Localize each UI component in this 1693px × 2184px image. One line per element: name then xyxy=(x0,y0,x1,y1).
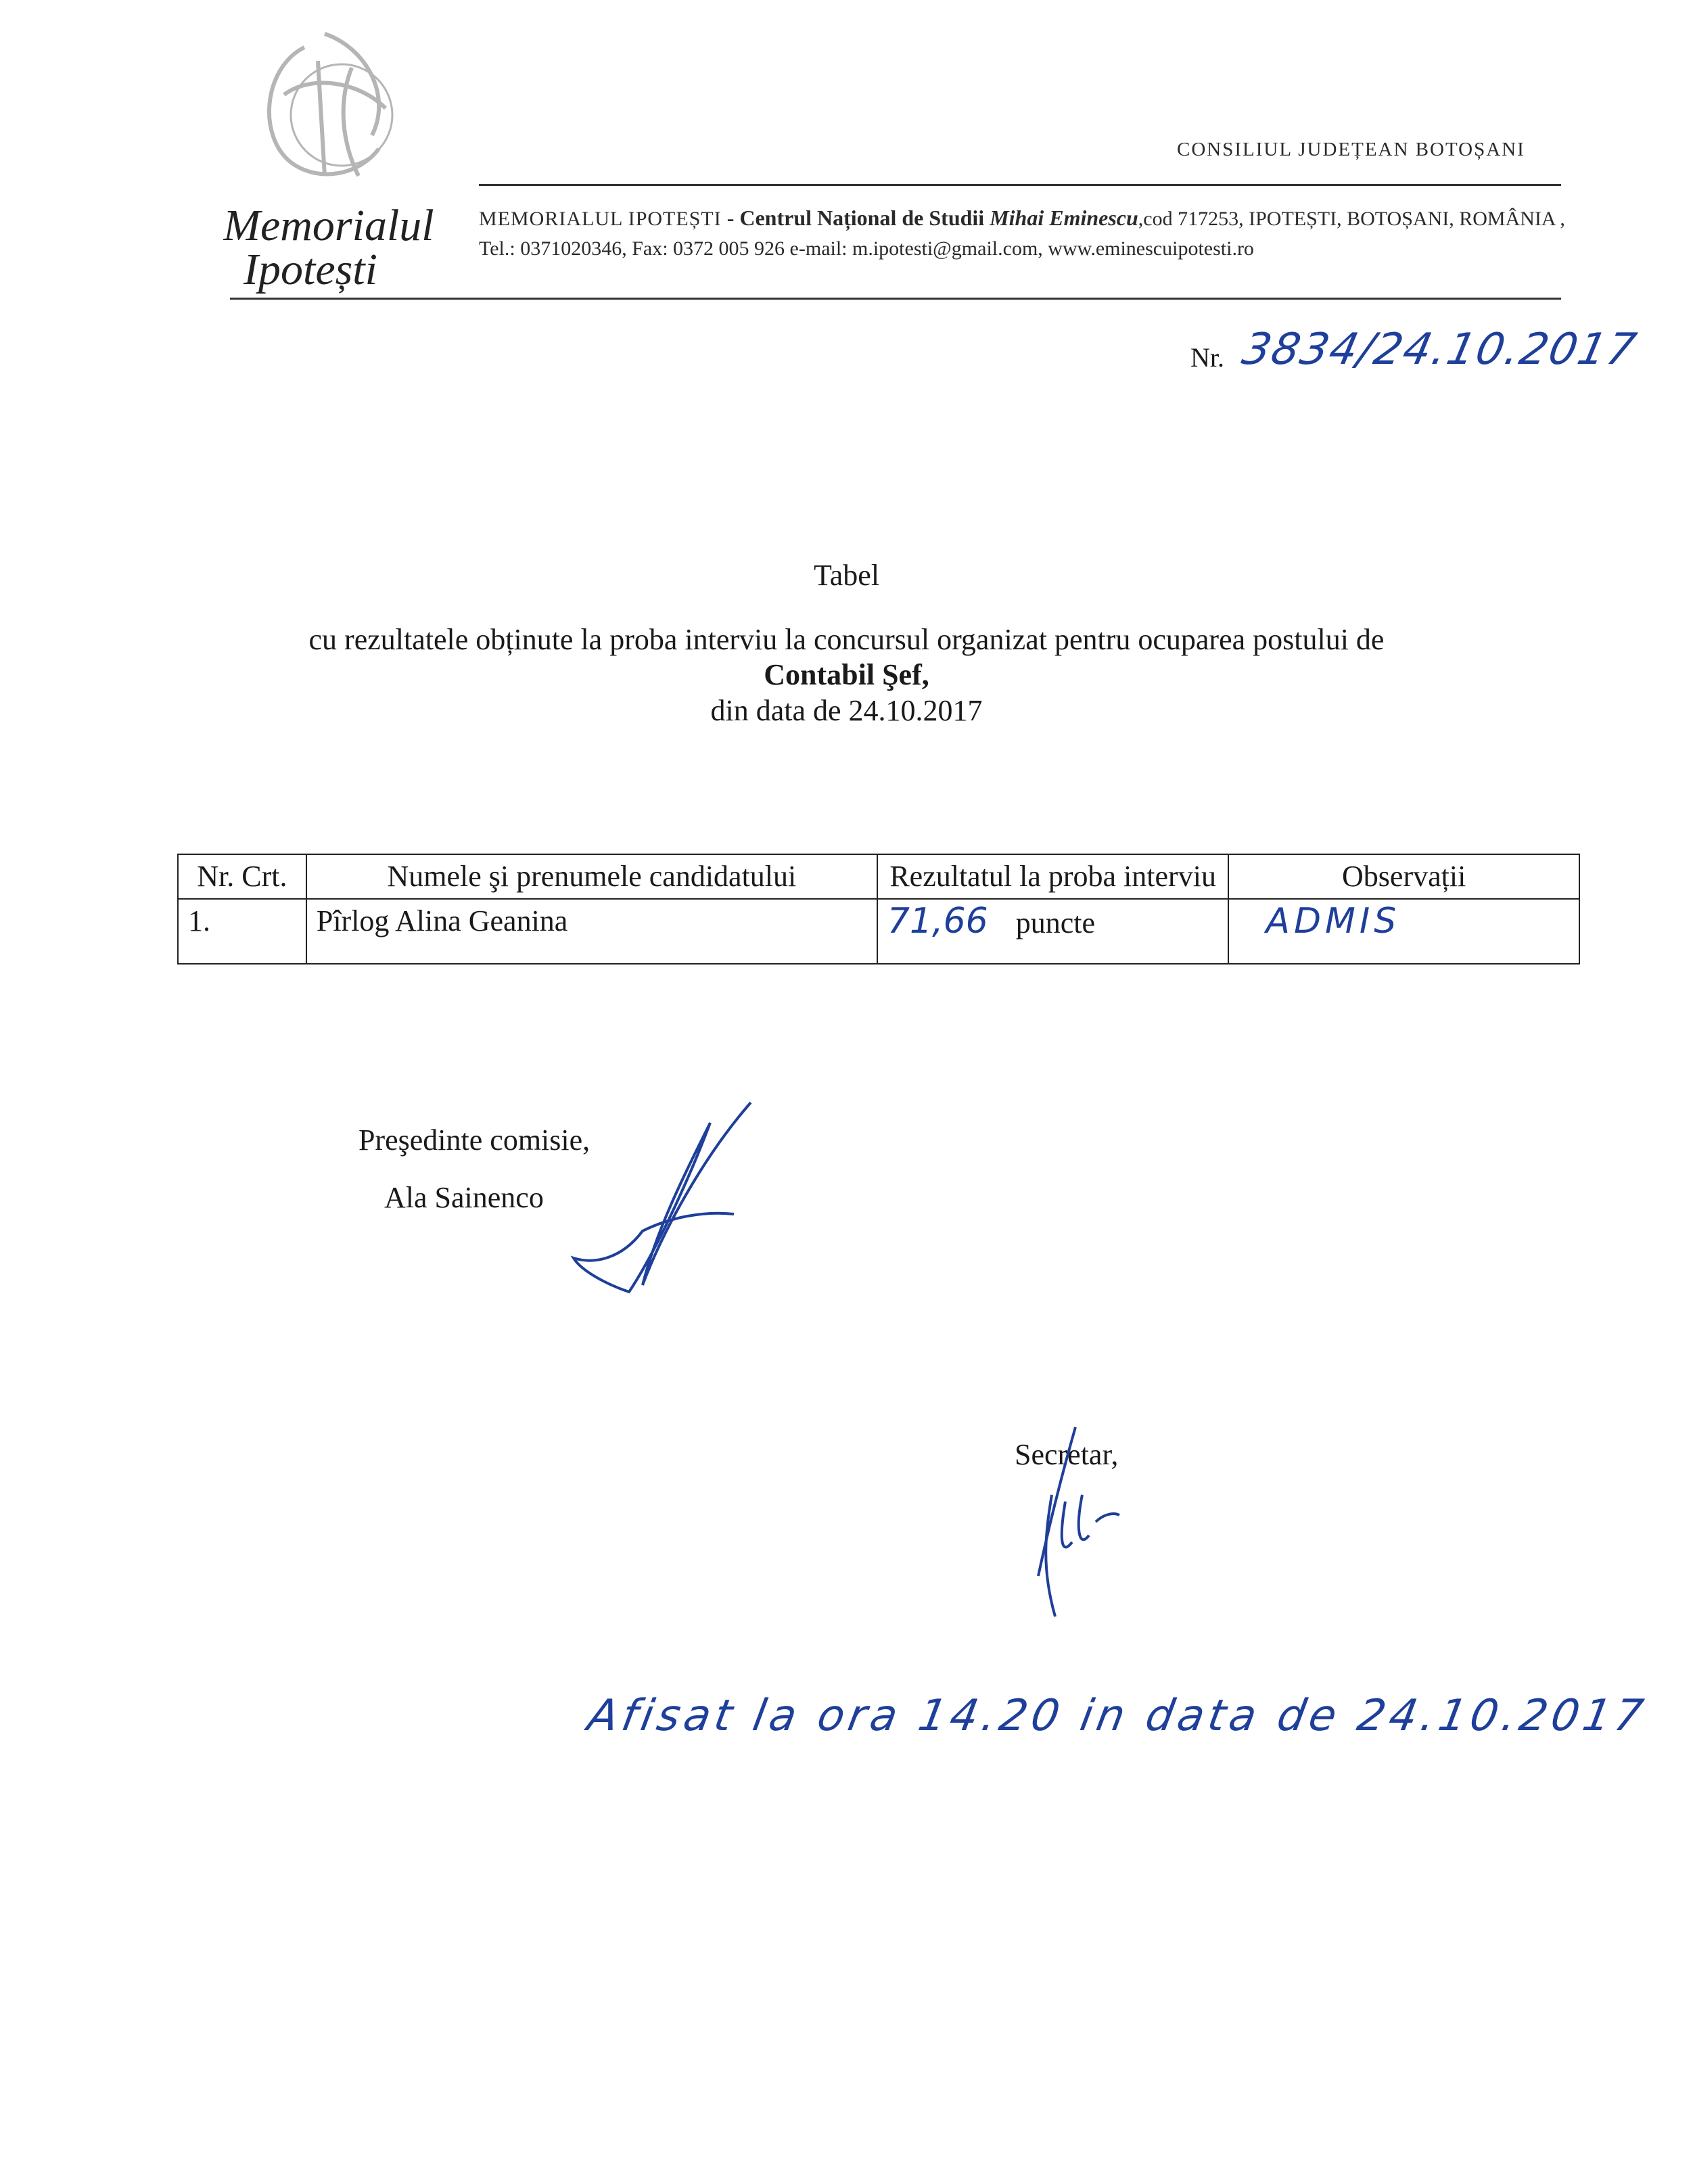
score-value: 71,66 xyxy=(887,901,988,942)
header-divider-bottom xyxy=(230,298,1561,300)
table-header-row xyxy=(178,854,1579,899)
secretary-signature xyxy=(1001,1420,1136,1623)
table-row xyxy=(178,899,1579,964)
memorial-logo xyxy=(223,20,460,304)
header-nr: Nr. Crt. xyxy=(178,854,306,899)
signature-icon xyxy=(1001,1420,1136,1623)
institution-name: MEMORIALUL IPOTEȘTI xyxy=(479,208,722,230)
document-title: Tabel xyxy=(813,559,880,592)
president-label: Preşedinte comisie, xyxy=(358,1123,590,1157)
header-observations: Observații xyxy=(1228,854,1579,899)
logo-monogram-icon xyxy=(223,20,460,304)
cell-nr: 1. xyxy=(178,899,306,964)
posted-note: Afisat la ora 14.20 in data de 24.10.2017 xyxy=(584,1691,1651,1741)
header-divider-top xyxy=(479,184,1561,186)
cell-observations xyxy=(1228,899,1579,964)
exam-date: din data de 24.10.2017 xyxy=(710,694,983,727)
position-title: Contabil Şef, xyxy=(764,658,929,691)
cell-name: Pîrlog Alina Geanina xyxy=(306,899,877,964)
signature-icon xyxy=(568,1096,758,1299)
cell-result xyxy=(877,899,1229,964)
registration-label: Nr. xyxy=(1190,342,1224,373)
score-unit: puncte xyxy=(1015,906,1096,939)
logo-name-line1: Memorialul xyxy=(223,201,434,250)
results-table xyxy=(177,854,1580,965)
registration-number: 3834/24.10.2017 xyxy=(1238,325,1642,375)
address-text: ,cod 717253, IPOTEȘTI, BOTOȘANI, ROMÂNIA , Tel.: 0371020346, Fax: 0372 005 926 e-mail: m.ipotesti@gmail.com, www.eminescuipotesti.ro xyxy=(479,208,1565,260)
header-result: Rezultatul la proba interviu xyxy=(877,854,1229,899)
logo-name-line2: Ipotești xyxy=(243,245,377,294)
document-subtitle: cu rezultatele obținute la proba interviu la concursul organizat pentru ocuparea postului de xyxy=(308,623,1385,656)
dash: - xyxy=(721,206,740,230)
centre-name: Centrul Național de Studii xyxy=(739,206,990,230)
president-signature xyxy=(568,1096,758,1299)
president-name: Ala Sainenco xyxy=(384,1181,544,1214)
centre-name-italic: Mihai Eminescu xyxy=(990,206,1138,230)
institution-address xyxy=(479,203,1575,264)
observation-value: ADMIS xyxy=(1266,901,1401,942)
council-name: CONSILIUL JUDEȚEAN BOTOȘANI xyxy=(1177,139,1525,160)
header-name: Numele şi prenumele candidatului xyxy=(306,854,877,899)
secretary-label: Secretar, xyxy=(1015,1438,1119,1471)
